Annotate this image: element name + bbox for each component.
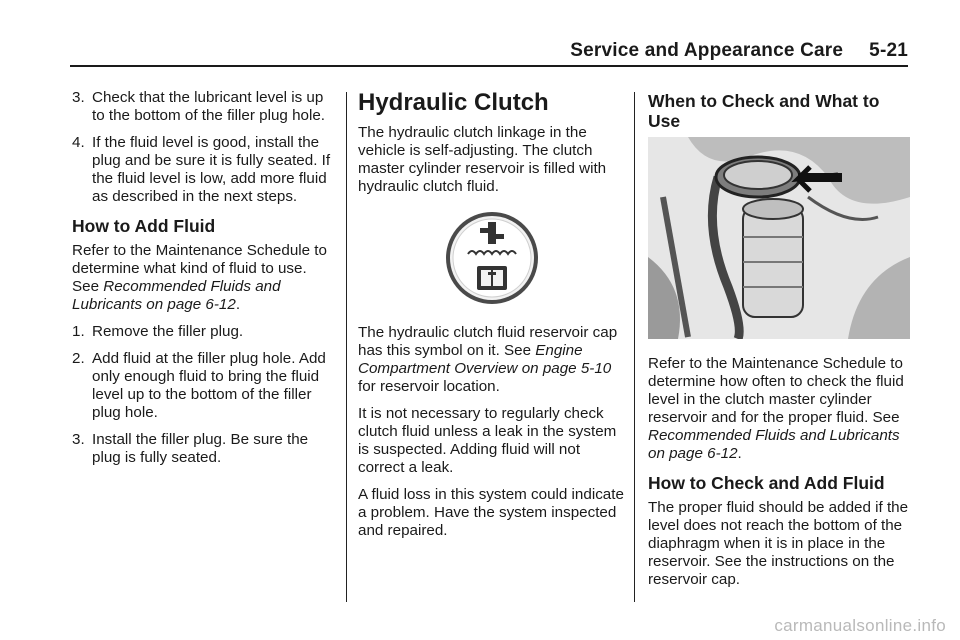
list-item: 2. Add fluid at the filler plug hole. Add only enough fluid to bring the fluid level up to the bottom of the filler plug hole. (72, 350, 326, 421)
column-right (648, 89, 912, 598)
watermark: carmanualsonline.info (774, 616, 946, 635)
column-divider (634, 92, 635, 602)
reservoir-photo (648, 137, 910, 339)
paragraph: Refer to the Maintenance Schedule to determine how often to check the fluid level in the clutch master cylinder reservoir and for the proper fluid. See Recommended Fluids and Lubricants on page 6-12. (648, 355, 904, 462)
list-item: 3. Check that the lubricant level is up to the bottom of the filler plug hole. (72, 89, 326, 124)
cross-reference: Engine Compartment Overview on page 5-10 (358, 342, 612, 377)
cross-reference: Recommended Fluids and Lubricants on page 6-12 (72, 278, 281, 313)
list-item: 4. If the fluid level is good, install the plug and be sure it is fully seated. If the fluid level is low, add more fluid as described in the next steps. (72, 134, 331, 205)
heading-when-to-check: When to Check and What to Use (648, 91, 880, 131)
list-item: 1. Remove the filler plug. (72, 323, 244, 340)
paragraph: A fluid loss in this system could indicate a problem. Have the system inspected and repaired. (358, 486, 624, 539)
paragraph: The hydraulic clutch fluid reservoir cap has this symbol on it. See Engine Compartment Overview on page 5-10 for reservoir location. (358, 324, 618, 395)
header-rule (70, 65, 908, 67)
paragraph: The proper fluid should be added if the level does not reach the bottom of the diaphragm when it is in place in the reservoir. See the instructions on the reservoir cap. (648, 499, 909, 588)
column-divider (346, 92, 347, 602)
heading-how-to-add-fluid: How to Add Fluid (72, 216, 216, 236)
section-title: Service and Appearance Care (570, 40, 844, 61)
heading-hydraulic-clutch: Hydraulic Clutch (358, 89, 549, 116)
heading-how-to-check-and-add-fluid: How to Check and Add Fluid (648, 473, 885, 493)
page-number: 5-21 (869, 40, 908, 61)
paragraph: Refer to the Maintenance Schedule to determine what kind of fluid to use. See Recommended Fluids and Lubricants on page 6-12. (72, 242, 327, 313)
column-middle (358, 89, 626, 549)
clutch-fluid-symbol-icon (444, 210, 540, 306)
cross-reference: Recommended Fluids and Lubricants on page 6-12 (648, 427, 900, 462)
column-left (72, 89, 334, 476)
page-header (570, 40, 908, 62)
list-item: 3. Install the filler plug. Be sure the plug is fully seated. (72, 431, 309, 466)
paragraph: The hydraulic clutch linkage in the vehicle is self-adjusting. The clutch master cylinder reservoir is filled with hydraulic clutch fluid. (358, 124, 607, 195)
paragraph: It is not necessary to regularly check clutch fluid unless a leak in the system is suspected. Adding fluid will not correct a leak. (358, 405, 617, 476)
